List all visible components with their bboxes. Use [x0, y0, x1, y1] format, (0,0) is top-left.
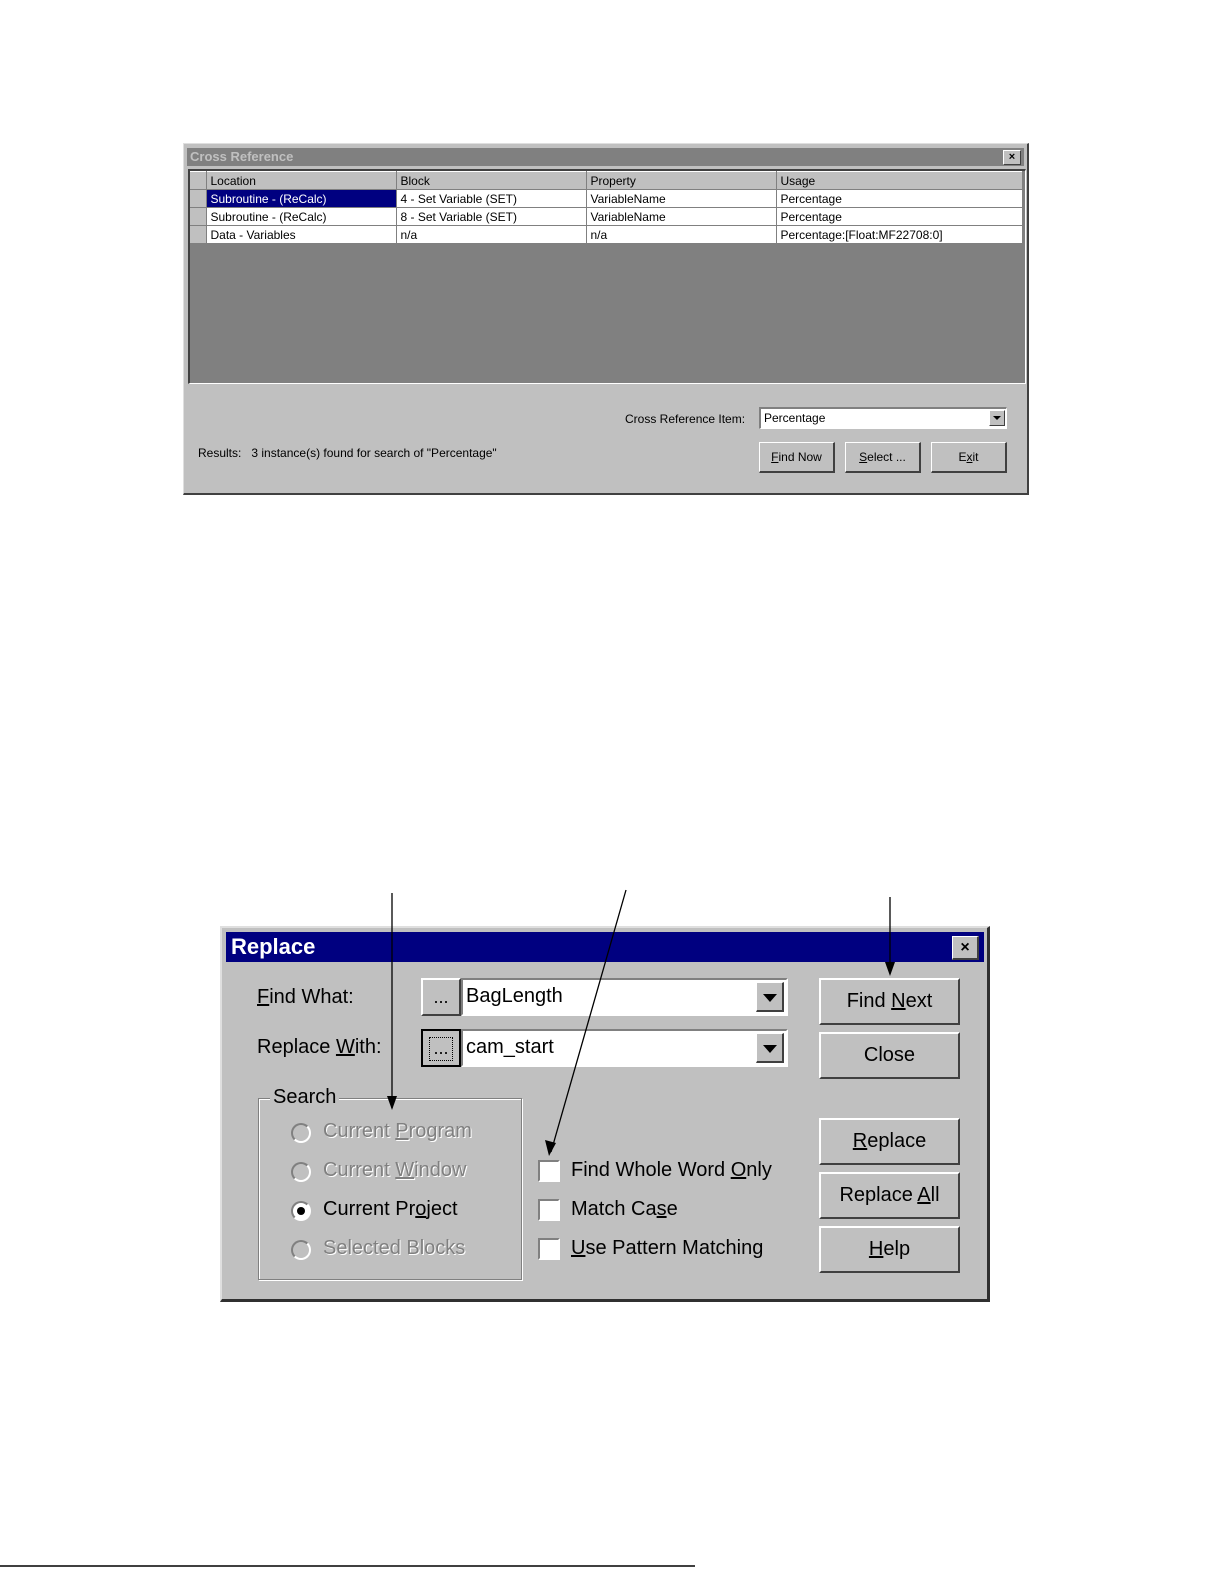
cell-location[interactable]: Data - Variables — [206, 226, 396, 244]
callout-arrow-whole-word — [551, 890, 626, 1152]
find-whole-word-label: Find Whole Word Only — [571, 1159, 772, 1181]
cell-block[interactable]: n/a — [396, 226, 586, 244]
close-icon[interactable]: × — [952, 936, 979, 960]
cell-location[interactable]: Subroutine - (ReCalc) — [206, 190, 396, 208]
column-header-location[interactable]: Location — [206, 172, 396, 190]
find-what-label: Find What: — [257, 986, 354, 1008]
replace-builder-button[interactable]: ... — [421, 1029, 461, 1067]
cross-reference-item-label: Cross Reference Item: — [625, 412, 746, 426]
selected-blocks-label: Selected Blocks — [323, 1237, 466, 1259]
arrowhead-search — [387, 1096, 397, 1110]
cell-usage[interactable]: Percentage:[Float:MF22708:0] — [776, 226, 1022, 244]
search-group-label: Search — [270, 1086, 339, 1109]
cell-usage[interactable]: Percentage — [776, 208, 1022, 226]
use-pattern-matching-label: Use Pattern Matching — [571, 1237, 764, 1259]
find-next-button[interactable]: Find Next — [819, 978, 960, 1025]
column-header-block[interactable]: Block — [396, 172, 586, 190]
cell-property[interactable]: n/a — [586, 226, 776, 244]
find-builder-button[interactable]: ... — [421, 978, 461, 1016]
current-window-label: Current Window — [323, 1159, 467, 1181]
results-text: 3 instance(s) found for search of "Percentage" — [251, 446, 497, 460]
replace-with-label: Replace With: — [257, 1036, 382, 1058]
cell-property[interactable]: VariableName — [586, 190, 776, 208]
replace-button[interactable]: Replace — [819, 1118, 960, 1165]
match-case-label: Match Case — [571, 1198, 678, 1220]
help-button[interactable]: Help — [819, 1226, 960, 1273]
close-icon[interactable]: × — [1003, 150, 1021, 165]
column-header-property[interactable]: Property — [586, 172, 776, 190]
cell-block[interactable]: 4 - Set Variable (SET) — [396, 190, 586, 208]
current-project-label: Current Project — [323, 1198, 458, 1220]
cell-property[interactable]: VariableName — [586, 208, 776, 226]
find-what-input[interactable]: BagLength — [466, 985, 563, 1007]
cell-block[interactable]: 8 - Set Variable (SET) — [396, 208, 586, 226]
column-header-usage[interactable]: Usage — [776, 172, 1022, 190]
find-now-button[interactable]: Find Now — [759, 442, 835, 473]
cross-reference-title: Cross Reference — [190, 149, 294, 164]
results-label: Results: — [198, 446, 242, 460]
cell-usage[interactable]: Percentage — [776, 190, 1022, 208]
select-button[interactable]: Select ... — [845, 442, 921, 473]
cross-reference-item-value[interactable]: Percentage — [764, 411, 826, 425]
cell-location[interactable]: Subroutine - (ReCalc) — [206, 208, 396, 226]
exit-button[interactable]: Exit — [931, 442, 1007, 473]
replace-all-button[interactable]: Replace All — [819, 1172, 960, 1219]
current-program-label: Current Program — [323, 1120, 472, 1142]
arrowhead-find-next — [885, 962, 895, 976]
close-button[interactable]: Close — [819, 1032, 960, 1079]
replace-with-input[interactable]: cam_start — [466, 1036, 554, 1058]
replace-title: Replace — [231, 934, 316, 959]
